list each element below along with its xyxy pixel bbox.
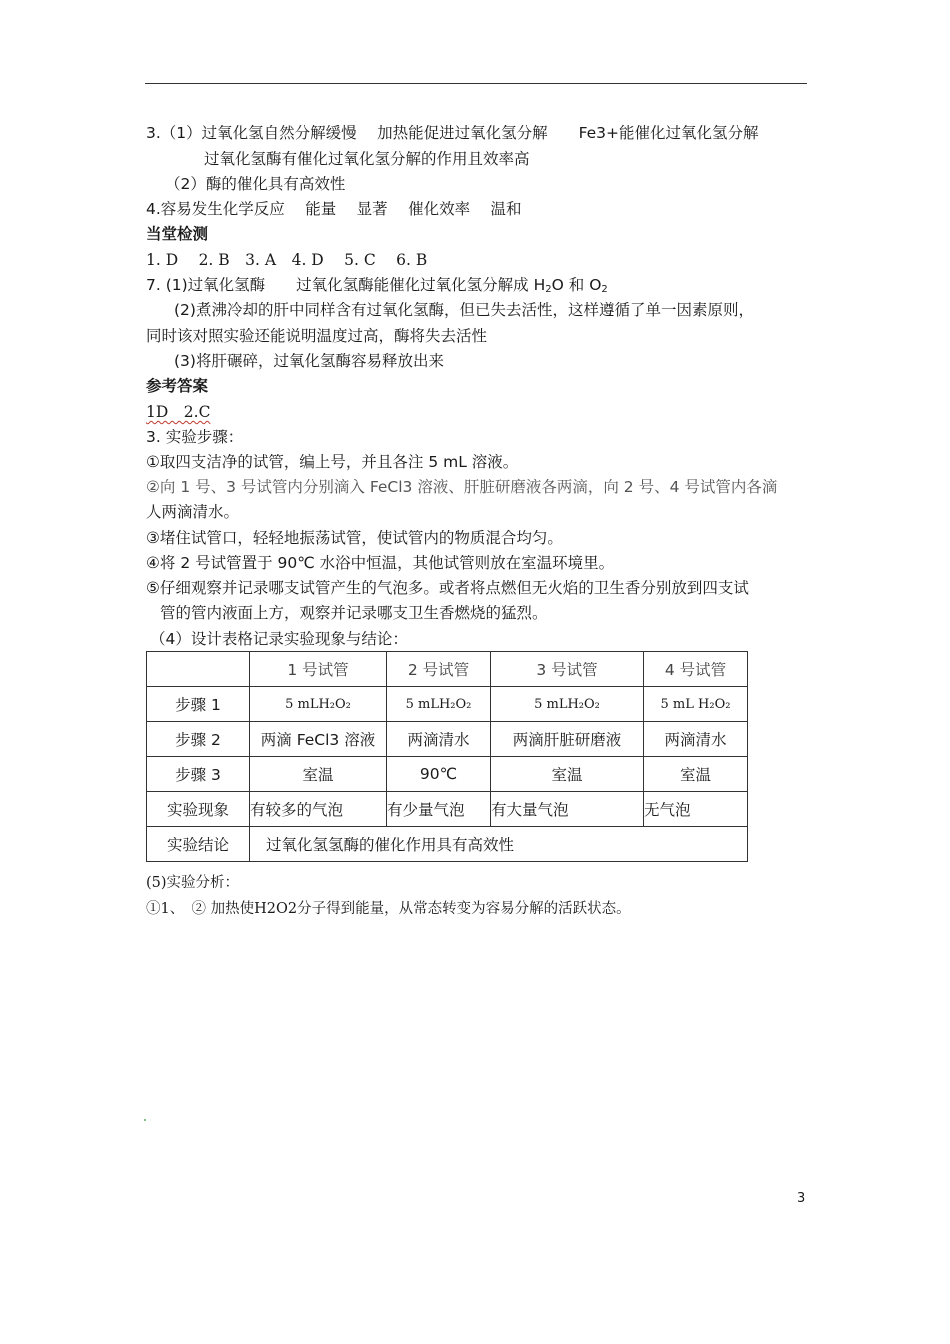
table-row-label: 实验结论 xyxy=(147,827,250,862)
step-4: ④将 2 号试管置于 90℃ 水浴中恒温，其他试管则放在室温环境里。 xyxy=(146,554,615,572)
answer-7-1-text-b: O 和 O xyxy=(551,276,602,294)
table-row-label: 步骤 1 xyxy=(147,687,250,722)
analysis-text: ①1、 ② 加热使H2O2分子得到能量，从常态转变为容易分解的活跃状态。 xyxy=(146,901,631,917)
table-cell: 有大量气泡 xyxy=(491,792,644,827)
table-header-cell: 4 号试管 xyxy=(644,652,748,687)
answer-7-3: (3)将肝碾碎，过氧化氢酶容易释放出来 xyxy=(174,352,444,370)
subscript: 2 xyxy=(545,284,552,295)
table-cell: 5 mLH₂O₂ xyxy=(250,687,387,722)
table-cell: 有较多的气泡 xyxy=(250,792,387,827)
table-header-cell: 2 号试管 xyxy=(387,652,491,687)
stray-mark xyxy=(144,1119,146,1121)
table-cell: 室温 xyxy=(250,757,387,792)
table-intro: （4）设计表格记录实验现象与结论： xyxy=(150,630,408,648)
ref-3-heading: 3. 实验步骤： xyxy=(146,428,244,446)
answer-7-2-cont: 同时该对照实验还能说明温度过高，酶将失去活性 xyxy=(146,327,488,345)
answer-7-2: (2)煮沸冷却的肝中同样含有过氧化氢酶，但已失去活性，这样遵循了单一因素原则， xyxy=(174,301,754,319)
table-conclusion: 过氧化氢氢酶的催化作用具有高效性 xyxy=(250,827,748,862)
analysis-heading: (5)实验分析： xyxy=(146,875,240,891)
table-cell: 有少量气泡 xyxy=(387,792,491,827)
table-cell: 两滴清水 xyxy=(387,722,491,757)
answer-4: 4.容易发生化学反应 能量 显著 催化效率 温和 xyxy=(146,200,522,218)
table-cell: 5 mLH₂O₂ xyxy=(491,687,644,722)
answer-7-1-text: 7. (1)过氧化氢酶 过氧化氢酶能催化过氧化氢分解成 H xyxy=(146,276,546,294)
answer-3-1-cont: 过氧化氢酶有催化过氧化氢分解的作用且效率高 xyxy=(204,150,530,168)
table-header-cell: 1 号试管 xyxy=(250,652,387,687)
ref-answers-1-2: 1D 2.C xyxy=(146,403,211,421)
table-cell: 5 mLH₂O₂ xyxy=(387,687,491,722)
step-5-cont: 管的管内液面上方，观察并记录哪支卫生香燃烧的猛烈。 xyxy=(160,604,548,622)
table-header-cell: 3 号试管 xyxy=(491,652,644,687)
table-cell-corner xyxy=(147,652,250,687)
step-2-cont: 人两滴清水。 xyxy=(146,503,240,521)
section-heading-test: 当堂检测 xyxy=(146,225,209,243)
section-heading-reference: 参考答案 xyxy=(146,377,209,395)
table-row xyxy=(147,757,748,792)
step-1: ①取四支洁净的试管，编上号，并且各注 5 mL 溶液。 xyxy=(146,453,519,471)
table-cell: 90℃ xyxy=(387,757,491,792)
table-cell: 两滴肝脏研磨液 xyxy=(491,722,644,757)
table-cell: 无气泡 xyxy=(644,792,748,827)
table-cell: 室温 xyxy=(644,757,748,792)
table-row-label: 实验现象 xyxy=(147,792,250,827)
answer-3-2: （2）酶的催化具有高效性 xyxy=(165,175,346,193)
table-row-label: 步骤 2 xyxy=(147,722,250,757)
table-header-row xyxy=(147,652,748,687)
table-row xyxy=(147,687,748,722)
step-2: ②向 1 号、3 号试管内分别滴入 FeCl3 溶液、肝脏研磨液各两滴，向 2 号、4 号试管内各滴 xyxy=(146,478,778,496)
answer-3-1: 3.（1）过氧化氢自然分解缓慢 加热能促进过氧化氢分解 Fe3+能催化过氧化氢分解 xyxy=(146,124,759,142)
table-row-label: 步骤 3 xyxy=(147,757,250,792)
table-row xyxy=(147,792,748,827)
table-cell: 室温 xyxy=(491,757,644,792)
experiment-table xyxy=(146,651,748,862)
table-row-conclusion xyxy=(147,827,748,862)
step-3: ③堵住试管口，轻轻地振荡试管，使试管内的物质混合均匀。 xyxy=(146,529,563,547)
table-cell: 两滴清水 xyxy=(644,722,748,757)
header-rule xyxy=(145,83,807,84)
answer-7-1 xyxy=(146,275,608,300)
answers-1-6: 1. D 2. B 3. A 4. D 5. C 6. B xyxy=(146,251,428,269)
table-cell: 5 mL H₂O₂ xyxy=(644,687,748,722)
table-cell: 两滴 FeCl3 溶液 xyxy=(250,722,387,757)
subscript: 2 xyxy=(601,284,608,295)
step-5: ⑤仔细观察并记录哪支试管产生的气泡多。或者将点燃但无火焰的卫生香分别放到四支试 xyxy=(146,579,749,597)
table-row xyxy=(147,722,748,757)
page-number: 3 xyxy=(797,1191,806,1206)
